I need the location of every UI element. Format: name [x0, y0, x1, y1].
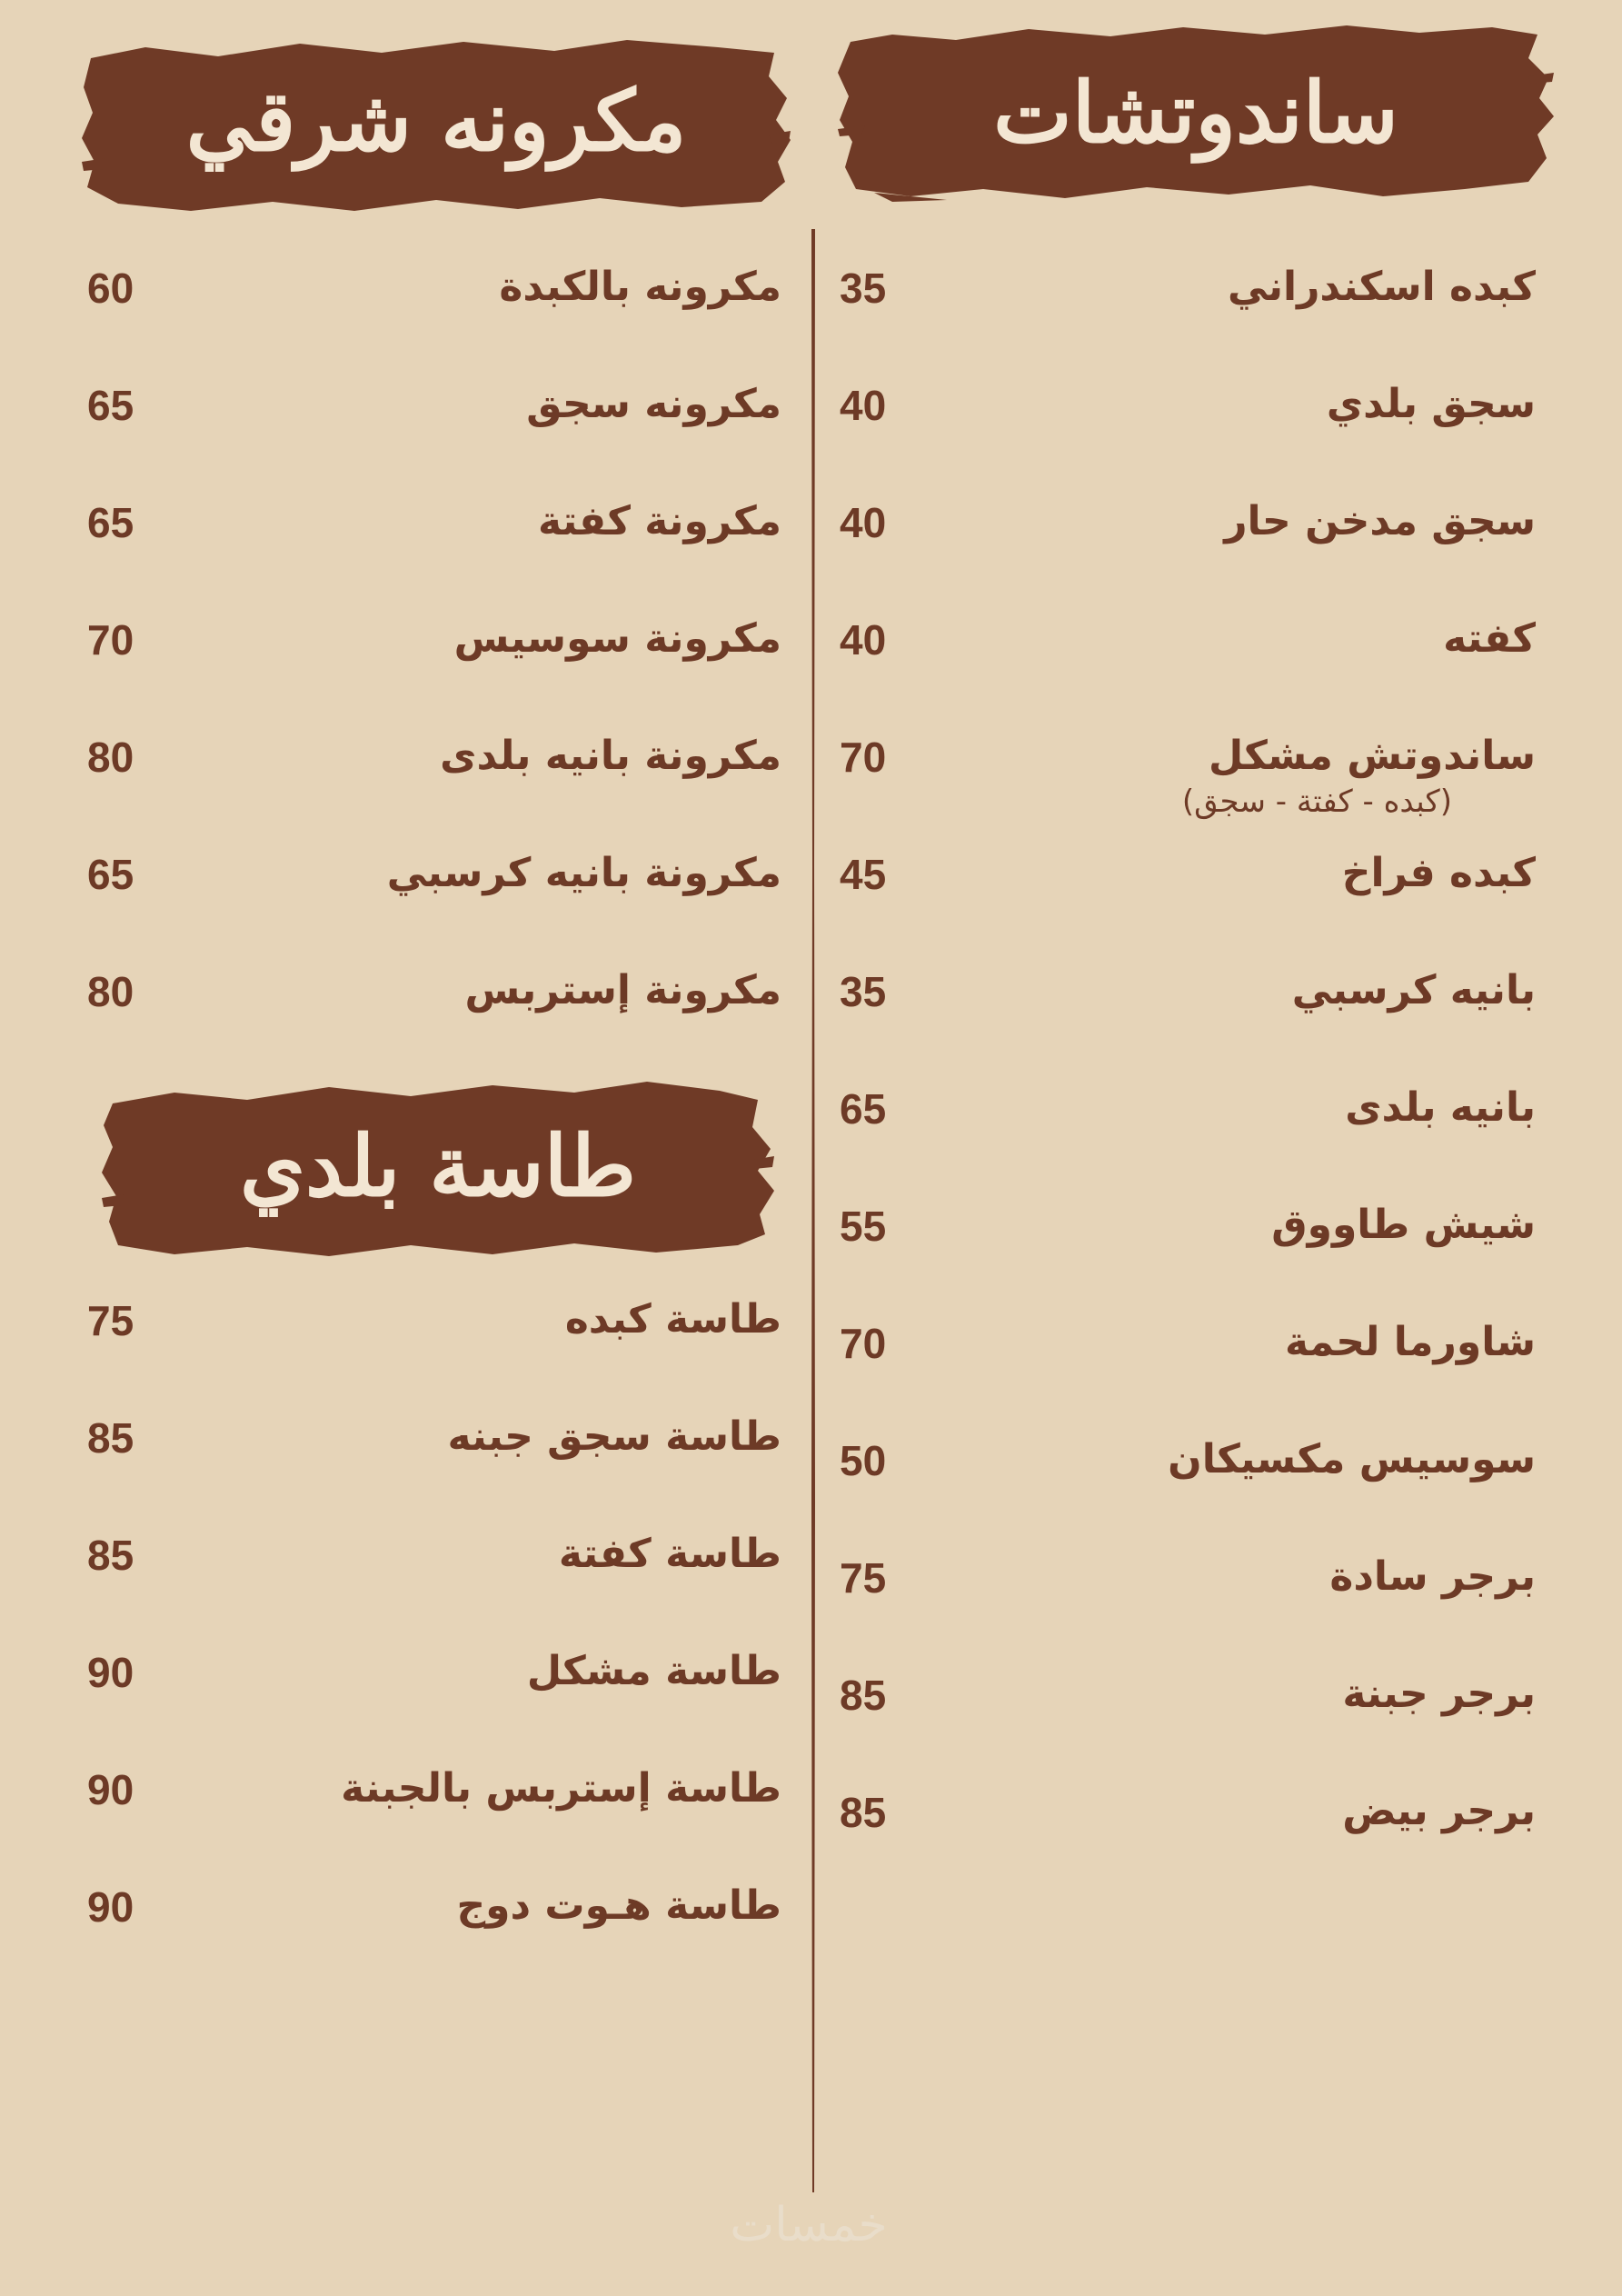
tasa-baladi-banner	[102, 1073, 774, 1259]
menu-item	[87, 1531, 781, 1603]
item-price: 40	[840, 616, 887, 664]
menu-item	[87, 498, 781, 571]
item-price: 85	[87, 1414, 134, 1462]
item-price: 90	[87, 1883, 134, 1931]
item-name: طاسة سجق جبنه	[447, 1413, 781, 1460]
item-name: طاسة هـوت دوج	[456, 1882, 781, 1929]
menu-item	[840, 498, 1536, 571]
item-name: مكرونة بانيه بلدى	[440, 733, 781, 779]
menu-item	[87, 1413, 781, 1486]
oriental-pasta-banner	[82, 25, 791, 216]
menu-item	[840, 1202, 1536, 1274]
item-price: 70	[87, 616, 134, 664]
item-name: مكرونة بانيه كرسبي	[386, 850, 781, 896]
menu-item	[840, 1788, 1536, 1861]
item-name: ساندوتش مشكل	[1209, 733, 1536, 779]
item-price: 80	[87, 968, 134, 1015]
item-price: 65	[87, 382, 134, 429]
item-name: كبده اسكندراني	[1227, 264, 1536, 310]
item-price: 85	[840, 1789, 887, 1836]
menu-item	[840, 850, 1536, 923]
item-name: طاسة كفتة	[558, 1531, 781, 1577]
menu-item	[840, 381, 1536, 454]
item-price: 40	[840, 499, 887, 546]
item-name: شيش طاووق	[1271, 1202, 1536, 1248]
menu-item	[840, 733, 1536, 820]
item-name: بانيه كرسبي	[1291, 967, 1536, 1013]
item-name: طاسة مشكل	[526, 1648, 781, 1694]
item-price: 35	[840, 968, 887, 1015]
sandwiches-list-continued	[840, 1319, 1536, 1937]
item-price: 60	[87, 265, 134, 312]
item-name: مكرونة كفتة	[538, 498, 781, 544]
item-name: برجر بيض	[1342, 1788, 1536, 1834]
column-divider	[811, 229, 816, 2192]
item-name: بانيه بلدى	[1345, 1084, 1536, 1131]
menu-item	[840, 1553, 1536, 1626]
item-price: 70	[840, 1320, 887, 1367]
sandwiches-title: ساندوتشات	[993, 64, 1398, 162]
item-price: 55	[840, 1203, 887, 1250]
menu-item	[87, 264, 781, 336]
item-name: سوسيس مكسيكان	[1168, 1436, 1536, 1482]
menu-item	[87, 967, 781, 1040]
item-name: مكرونة سوسيس	[453, 615, 781, 662]
menu-item	[87, 1296, 781, 1369]
tasa-baladi-list	[87, 1296, 781, 1951]
item-name: كفته	[1443, 615, 1536, 662]
menu-item	[840, 1436, 1536, 1509]
menu-item	[840, 967, 1536, 1040]
item-price: 75	[87, 1297, 134, 1344]
item-price: 40	[840, 382, 887, 429]
item-price: 85	[87, 1532, 134, 1579]
menu-item	[840, 1671, 1536, 1743]
item-price: 65	[840, 1085, 887, 1133]
menu-item	[87, 1765, 781, 1838]
tasa-baladi-title: طاسة بلدي	[239, 1116, 637, 1215]
item-price: 65	[87, 499, 134, 546]
menu-item	[840, 264, 1536, 336]
item-name: برجر جبنة	[1342, 1671, 1536, 1717]
item-price: 45	[840, 851, 887, 898]
sandwiches-list	[840, 264, 1536, 1291]
item-name: مكرونه سجق	[526, 381, 781, 427]
item-name: سجق مدخن حار	[1224, 498, 1536, 544]
item-price: 70	[840, 734, 887, 781]
menu-item	[87, 1882, 781, 1955]
menu-item	[840, 1084, 1536, 1157]
item-price: 85	[840, 1672, 887, 1719]
menu-item	[87, 615, 781, 688]
watermark-logo: خمسات	[730, 2198, 888, 2252]
item-name: مكرونة إستربس	[464, 967, 781, 1013]
item-price: 90	[87, 1649, 134, 1696]
menu-item	[87, 1648, 781, 1721]
menu-item	[87, 850, 781, 923]
item-price: 80	[87, 734, 134, 781]
item-price: 50	[840, 1437, 887, 1484]
item-name: كبده فراخ	[1341, 850, 1536, 896]
menu-item	[87, 733, 781, 805]
menu-item	[840, 1319, 1536, 1392]
oriental-pasta-list	[87, 264, 781, 1015]
item-note: (كبده - كفتة - سجق)	[1181, 784, 1452, 820]
oriental-pasta-title: مكرونه شرقي	[185, 72, 687, 170]
item-price: 35	[840, 265, 887, 312]
item-name: سجق بلدي	[1326, 381, 1536, 427]
item-name: طاسة كبده	[564, 1296, 781, 1343]
item-name: برجر سادة	[1329, 1553, 1536, 1600]
item-name: شاورما لحمة	[1285, 1319, 1536, 1365]
menu-item	[840, 615, 1536, 688]
item-price: 65	[87, 851, 134, 898]
item-name: مكرونه بالكبدة	[499, 264, 781, 310]
sandwiches-banner	[838, 22, 1554, 204]
item-price: 75	[840, 1554, 887, 1602]
item-name: طاسة إستربس بالجبنة	[341, 1765, 781, 1812]
menu-item	[87, 381, 781, 454]
item-price: 90	[87, 1766, 134, 1813]
